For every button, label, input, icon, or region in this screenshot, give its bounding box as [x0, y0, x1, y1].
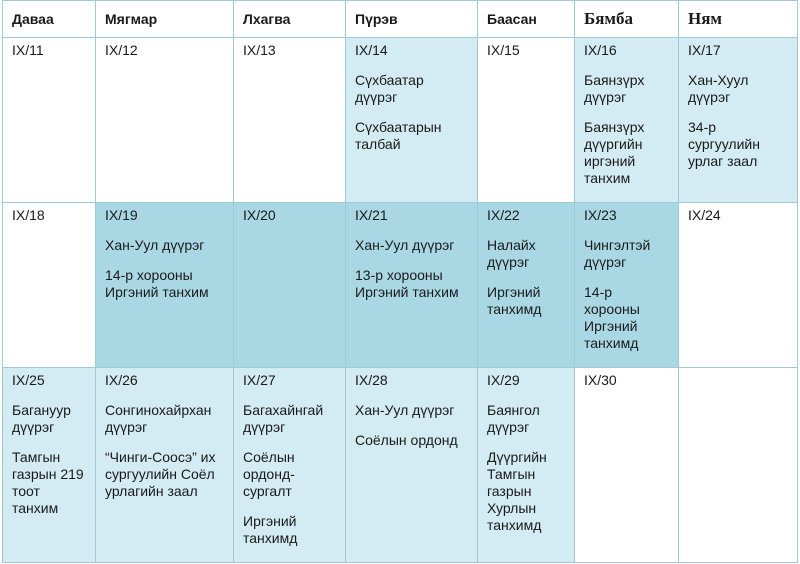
day-date: IX/14: [355, 42, 388, 58]
event-district: Налайх дүүрэг: [487, 237, 536, 270]
header-wednesday: Лхагва: [234, 1, 346, 38]
day-date: IX/22: [487, 207, 520, 223]
day-cell: [234, 368, 346, 563]
header-monday: Даваа: [3, 1, 96, 38]
day-cell: [3, 368, 96, 563]
event-venue: 34-р сургуулийн урлаг заал: [688, 119, 760, 169]
event-venue: Дүүргийн Тамгын газрын Хурлын танхимд: [487, 449, 547, 533]
day-date: IX/30: [584, 372, 617, 388]
day-date: IX/18: [12, 207, 45, 223]
day-date: IX/12: [105, 42, 138, 58]
day-cell: [575, 368, 679, 563]
event-venue: Баянзүрх дүүргийн иргэний танхим: [584, 119, 645, 186]
day-date: IX/28: [355, 372, 388, 388]
day-date: IX/15: [487, 42, 520, 58]
day-cell: [679, 203, 798, 368]
day-date: IX/26: [105, 372, 138, 388]
day-date: IX/13: [243, 42, 276, 58]
header-thursday: Пүрэв: [346, 1, 478, 38]
event-venue: Тамгын газрын 219 тоот танхим: [12, 449, 84, 516]
header-row: [3, 1, 798, 38]
day-date: IX/25: [12, 372, 45, 388]
day-cell: [96, 368, 234, 563]
event-district: Багахайнгай дүүрэг: [243, 402, 324, 435]
day-cell: [346, 203, 478, 368]
day-cell: [679, 368, 798, 563]
header-tuesday: Мягмар: [96, 1, 234, 38]
event-venue: 13-р хорооны Иргэний танхим: [355, 267, 459, 300]
event-district: Баянзүрх дүүрэг: [584, 72, 645, 105]
event-venue: 14-р хорооны Иргэний танхимд: [584, 284, 640, 351]
header-friday: Баасан: [478, 1, 575, 38]
day-cell: [478, 38, 575, 203]
event-district: Сонгинохайрхан дүүрэг: [105, 402, 212, 435]
event-venue: Иргэний танхимд: [487, 284, 542, 317]
day-date: IX/16: [584, 42, 617, 58]
table-row: [3, 368, 798, 563]
day-cell: [478, 203, 575, 368]
day-cell: [96, 203, 234, 368]
day-date: IX/23: [584, 207, 617, 223]
day-cell: [575, 203, 679, 368]
day-date: IX/20: [243, 207, 276, 223]
table-row: [3, 203, 798, 368]
event-district: Хан-Хуул дүүрэг: [688, 72, 749, 105]
day-cell: [478, 368, 575, 563]
event-district: Хан-Уул дүүрэг: [355, 402, 455, 418]
day-cell: [3, 38, 96, 203]
day-date: IX/21: [355, 207, 388, 223]
day-cell: [679, 38, 798, 203]
day-cell: [346, 38, 478, 203]
day-date: IX/29: [487, 372, 520, 388]
event-district: Хан-Уул дүүрэг: [355, 237, 455, 253]
event-district: Чингэлтэй дүүрэг: [584, 237, 651, 270]
day-cell: [234, 203, 346, 368]
day-date: IX/11: [12, 42, 44, 58]
table-row: [3, 38, 798, 203]
day-date: IX/27: [243, 372, 276, 388]
header-sunday: Ням: [679, 1, 798, 38]
event-venue: Соёлын ордонд-сургалт: [243, 449, 295, 499]
event-district: Баянгол дүүрэг: [487, 402, 540, 435]
day-cell: [575, 38, 679, 203]
event-venue: 14-р хорооны Иргэний танхим: [105, 267, 209, 300]
day-cell: [234, 38, 346, 203]
event-venue: Соёлын ордонд: [355, 432, 458, 448]
schedule-table: [2, 0, 798, 563]
day-date: IX/17: [688, 42, 721, 58]
day-cell: [3, 203, 96, 368]
event-venue: “Чинги-Соосэ” их сургуулийн Соёл урлагийн заал: [105, 449, 216, 499]
day-date: IX/24: [688, 207, 721, 223]
event-district: Хан-Уул дүүрэг: [105, 237, 205, 253]
day-cell: [96, 38, 234, 203]
day-cell: [346, 368, 478, 563]
event-venue: Иргэний танхимд: [243, 513, 298, 546]
event-district: Сүхбаатар дүүрэг: [355, 72, 424, 105]
day-date: IX/19: [105, 207, 138, 223]
event-district: Багануур дүүрэг: [12, 402, 71, 435]
event-venue: Сүхбаатарын талбай: [355, 119, 442, 152]
header-saturday: Бямба: [575, 1, 679, 38]
